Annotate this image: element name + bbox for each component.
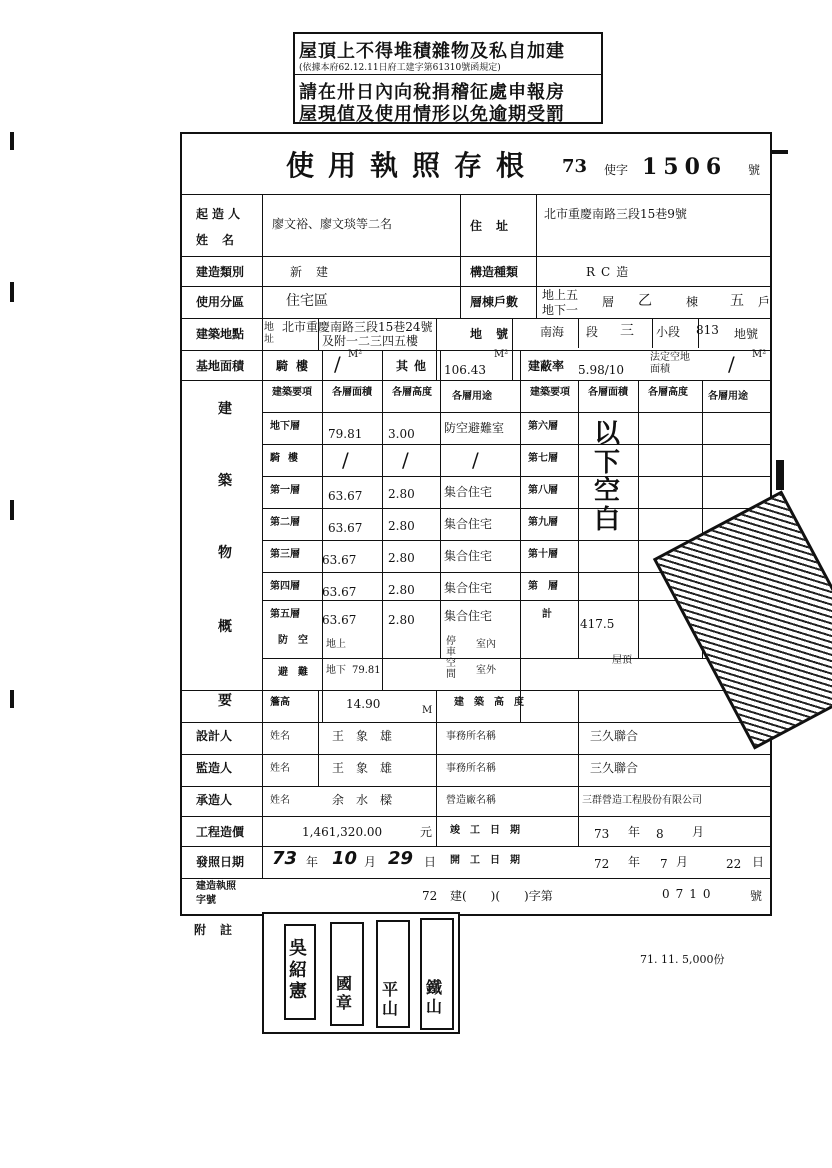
floors-below: 地下一: [542, 303, 579, 317]
owner-address-value: 北市重慶南路三段15巷9號: [544, 207, 687, 221]
group-label-1: 建: [218, 401, 232, 417]
rule: [182, 286, 770, 287]
supervisor-firm: 三久聯合: [590, 761, 639, 775]
designer-firm: 三久聯合: [590, 729, 639, 743]
floor-area: 63.67: [322, 613, 357, 627]
floor-name: 第一層: [270, 485, 300, 496]
upper-floor-7: 第七層: [528, 453, 558, 464]
structure-label: 構造種類: [470, 265, 519, 279]
total-area: 417.5: [580, 617, 615, 631]
rule: [440, 350, 441, 658]
seal-2-text: 國章: [336, 974, 353, 1013]
structure-value: RC造: [586, 265, 635, 279]
rule: [262, 658, 770, 659]
upper-floor-6: 第六層: [528, 421, 558, 432]
other-unit: M²: [494, 349, 509, 360]
rule: [652, 318, 653, 348]
parking-outdoor: 室外: [476, 665, 496, 676]
floor-use: 集合住宅: [444, 549, 493, 563]
supervisor-firm-label: 事務所名稱: [446, 763, 496, 774]
floor-area: /: [342, 448, 349, 472]
floor-height: 3.00: [388, 427, 415, 441]
permit-year: 73: [562, 156, 588, 177]
rule: [182, 318, 770, 319]
notice-line-4: 屋現值及使用情形以免逾期受罰: [299, 104, 565, 125]
build-permit-text: 建( )( )字第: [450, 889, 553, 903]
floor-area: 63.67: [328, 521, 363, 535]
issue-year-unit: 年: [306, 855, 319, 869]
margin-mark: [10, 132, 14, 150]
contractor-label: 承造人: [196, 793, 233, 807]
designer-name: 王象雄: [332, 729, 405, 743]
shelter-label-2: 避難: [278, 667, 318, 678]
legal-open-label: 法定空地面積: [650, 352, 690, 375]
area-label: 基地面積: [196, 359, 245, 373]
site-lot-number: 813: [696, 323, 719, 337]
rule: [520, 350, 521, 722]
col-height-header-2: 各層高度: [648, 387, 688, 398]
margin-mark: [10, 500, 14, 520]
start-date-label: 開工日期: [450, 855, 530, 866]
seal-3: [376, 920, 410, 1028]
start-day: 22: [726, 857, 742, 871]
issue-month: 10: [332, 848, 358, 869]
start-month: 7: [660, 857, 668, 871]
cost-label: 工程造價: [196, 825, 245, 839]
rule: [182, 256, 770, 257]
parking-indoor: 室內: [476, 639, 496, 650]
site-address-1: 北市重慶南路三段15巷24號: [282, 320, 433, 334]
zoning-label: 使用分區: [196, 295, 245, 309]
group-label-3: 物: [218, 545, 232, 561]
designer-name-label: 姓名: [270, 731, 290, 742]
coverage-value: 5.98/10: [578, 363, 625, 377]
seal-2: [330, 922, 364, 1026]
floor-name: 第三層: [270, 549, 300, 560]
build-permit-number: 0710: [662, 887, 717, 901]
category-value: 新建: [290, 265, 343, 279]
rule: [318, 690, 319, 786]
eaves-value: 14.90: [346, 697, 381, 711]
rule: [262, 444, 770, 445]
site-section: 南海: [540, 325, 565, 339]
rule: [182, 380, 770, 381]
group-label-5: 要: [218, 693, 232, 709]
form-print-note: 71. 11. 5,000份: [640, 953, 725, 966]
rule: [182, 690, 770, 691]
permit-form: [180, 132, 772, 916]
seal-4: [420, 918, 454, 1030]
start-year: 72: [594, 857, 610, 871]
rule: [578, 318, 579, 348]
floor-name: 第五層: [270, 609, 300, 620]
eaves-label: 簷高: [270, 697, 290, 708]
site-subsegment-label: 小段: [656, 325, 681, 339]
category-label: 建造類別: [196, 265, 245, 279]
owner-address-label: 住址: [470, 219, 523, 233]
rule: [322, 350, 323, 722]
col-item-header: 建築要項: [272, 387, 312, 398]
zoning-value: 住宅區: [286, 293, 328, 309]
arcade-unit: M²: [348, 349, 363, 360]
rule: [638, 380, 639, 658]
legal-open-value: /: [728, 352, 735, 376]
site-section-unit: 段: [586, 325, 599, 339]
designer-label: 設計人: [196, 729, 233, 743]
buildings-value: 乙: [638, 293, 652, 309]
legal-open-unit: M²: [752, 349, 767, 360]
floor-area: 79.81: [328, 427, 363, 441]
permit-suffix: 號: [748, 163, 761, 177]
floor-name: 騎樓: [270, 453, 306, 464]
issue-date-label: 發照日期: [196, 855, 245, 869]
shelter-below: 地下: [326, 665, 346, 676]
owner-name-label: 姓名: [196, 233, 249, 247]
seal-1: [284, 924, 316, 1020]
group-label-2: 築: [218, 473, 232, 489]
build-permit-label-2: 字號: [196, 895, 216, 906]
floor-use: /: [472, 448, 479, 472]
floors-label: 層棟戶數: [470, 295, 519, 309]
completion-month-unit: 月: [692, 825, 705, 839]
floor-use: 集合住宅: [444, 485, 493, 499]
floor-area: 63.67: [322, 585, 357, 599]
rule: [436, 318, 437, 380]
permit-number: 1506: [642, 154, 728, 180]
group-label-4: 概: [218, 619, 232, 635]
contractor-name: 余水樑: [332, 793, 405, 807]
col-item-header-2: 建築要項: [530, 387, 570, 398]
arcade-label: 騎樓: [276, 359, 317, 373]
col-area-header-2: 各層面積: [588, 387, 628, 398]
rule: [262, 412, 770, 413]
col-area-header: 各層面積: [332, 387, 372, 398]
cost-value: 1,461,320.00: [302, 825, 383, 839]
seal-3-text: 平山: [382, 980, 399, 1019]
rule: [382, 350, 383, 690]
owner-value: 廖文裕、廖文琰等二名: [272, 217, 393, 231]
start-month-unit: 月: [676, 855, 689, 869]
col-use-header: 各層用途: [452, 391, 492, 402]
notice-line-3: 請在卅日內向稅捐稽征處申報房: [299, 82, 565, 103]
notice-line-2: (依據本府62.12.11日府工建字第61310號函規定): [299, 63, 501, 73]
col-height-header: 各層高度: [392, 387, 432, 398]
issue-month-unit: 月: [364, 855, 377, 869]
build-permit-suffix: 號: [750, 889, 763, 903]
rule: [536, 194, 537, 318]
rule: [460, 194, 461, 318]
arcade-value: /: [334, 352, 341, 376]
floor-height: 2.80: [388, 551, 415, 565]
households-unit: 戶: [758, 295, 771, 309]
other-value: 106.43: [444, 363, 486, 377]
designer-firm-label: 事務所名稱: [446, 731, 496, 742]
notice-line-1: 屋頂上不得堆積雜物及私自加建: [299, 41, 565, 62]
shelter-above: 地上: [326, 639, 346, 650]
site-address-tag: 地址: [264, 322, 274, 345]
upper-floor-10: 第十層: [528, 549, 558, 560]
floor-height: 2.80: [388, 613, 415, 627]
rule: [578, 690, 579, 846]
rule: [262, 194, 263, 878]
completion-year: 73: [594, 827, 610, 841]
margin-mark: [770, 150, 788, 154]
site-label: 建築地點: [196, 327, 245, 341]
rule: [182, 816, 770, 817]
start-day-unit: 日: [752, 855, 765, 869]
start-year-unit: 年: [628, 855, 641, 869]
total-label: 計: [542, 609, 552, 620]
floor-height: 2.80: [388, 487, 415, 501]
floor-use: 集合住宅: [444, 517, 493, 531]
households-value: 五: [730, 293, 744, 309]
rule: [262, 476, 770, 477]
completion-label: 竣工日期: [450, 825, 530, 836]
floor-name: 第二層: [270, 517, 300, 528]
upper-floor-9: 第九層: [528, 517, 558, 528]
buildings-unit: 棟: [686, 295, 699, 309]
issue-year: 73: [272, 848, 298, 869]
roof-label: 屋頂: [612, 655, 632, 666]
floor-height: 2.80: [388, 519, 415, 533]
floor-height: 2.80: [388, 583, 415, 597]
floor-height: /: [402, 448, 409, 472]
issue-day-unit: 日: [424, 855, 437, 869]
rule: [182, 846, 770, 847]
seal-block: [262, 912, 460, 1034]
supervisor-label: 監造人: [196, 761, 233, 775]
remarks-label: 附註: [194, 923, 247, 937]
notice-divider: [295, 74, 601, 75]
upper-floor-8: 第八層: [528, 485, 558, 496]
rule: [182, 722, 770, 723]
floor-area: 63.67: [328, 489, 363, 503]
floor-name: 地下層: [270, 421, 300, 432]
site-segment: 三: [620, 323, 634, 339]
build-permit-year: 72: [422, 889, 438, 903]
rule: [262, 508, 770, 509]
rule: [182, 786, 770, 787]
supervisor-name-label: 姓名: [270, 763, 290, 774]
site-lot-unit: 地號: [734, 327, 759, 341]
other-label: 其他: [396, 359, 433, 373]
floor-area: 63.67: [322, 553, 357, 567]
seal-4-text: 鐵山: [426, 978, 443, 1017]
floors-unit: 層: [602, 295, 615, 309]
col-use-header-2: 各層用途: [708, 391, 748, 402]
shelter-below-value: 79.81: [352, 665, 381, 676]
rule: [182, 754, 770, 755]
contractor-name-label: 姓名: [270, 795, 290, 806]
building-height-label: 建築高度: [454, 697, 534, 708]
contractor-firm-label: 營造廠名稱: [446, 795, 496, 806]
floor-use: 集合住宅: [444, 581, 493, 595]
site-lot-label: 地號: [470, 327, 523, 341]
rule: [578, 380, 579, 658]
floors-above: 地上五: [542, 288, 579, 302]
build-permit-label: 建造執照: [196, 881, 236, 892]
rule: [436, 690, 437, 846]
cost-unit: 元: [420, 825, 433, 839]
issue-day: 29: [388, 848, 414, 869]
completion-month: 8: [656, 827, 664, 841]
margin-mark: [776, 460, 784, 490]
contractor-firm: 三群營造工程股份有限公司: [582, 795, 702, 806]
shelter-label-1: 防空: [278, 635, 318, 646]
form-title: 使用執照存根: [286, 149, 539, 182]
site-address-2: 及附一二三四五樓: [322, 334, 419, 348]
margin-mark: [10, 282, 14, 302]
floor-use: 防空避難室: [444, 421, 505, 435]
floor-name: 第四層: [270, 581, 300, 592]
notice-stamp: [293, 32, 603, 124]
supervisor-name: 王象雄: [332, 761, 405, 775]
rule: [182, 878, 770, 879]
floor-use: 集合住宅: [444, 609, 493, 623]
upper-floor-n: 第 層: [528, 581, 558, 592]
permit-char: 使字: [604, 163, 629, 177]
rule: [182, 194, 770, 195]
coverage-label: 建蔽率: [528, 359, 565, 373]
seal-1-text: 吳紹憲: [289, 938, 307, 1003]
completion-year-unit: 年: [628, 825, 641, 839]
rule: [182, 350, 770, 351]
margin-mark: [10, 690, 14, 708]
blank-below-note: 以下空白: [593, 419, 620, 535]
eaves-unit: M: [422, 705, 433, 716]
parking-label: 停車空間: [446, 636, 456, 680]
owner-label: 起造人: [196, 207, 245, 221]
